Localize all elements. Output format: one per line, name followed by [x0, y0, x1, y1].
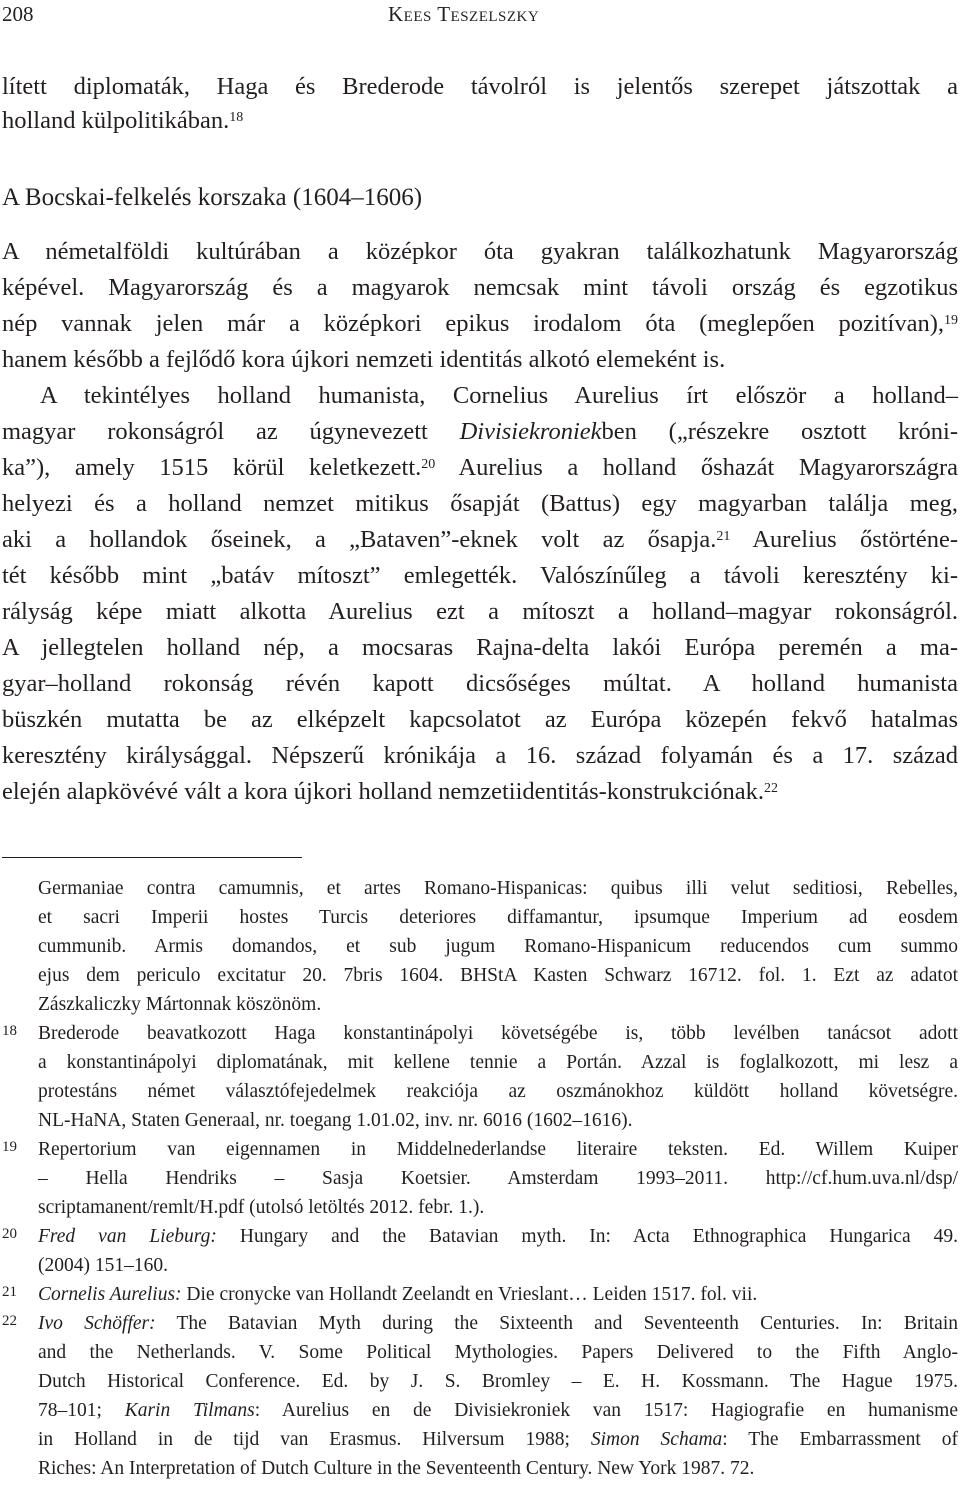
body-line: elején alapkövévé vált a kora újkori holland nemzetiidentitás-konstrukciónak.$^{22}$: [2, 778, 778, 805]
footnote-line: and the Netherlands. V. Some Political Mythologies. Papers Delivered to the Fifth Anglo-: [38, 1342, 958, 1363]
footnote-ref: 18: [229, 110, 244, 125]
body-line: A németalföldi kultúrában a középkor óta gyakran találkozhatunk Magyarország: [2, 238, 958, 265]
body-line: büszkén mutatta be az elképzelt kapcsolatot az Európa közepén fekvő hatalmas: [2, 706, 958, 733]
body-line: keresztény királysággal. Népszerű krónikája a 16. század folyamán és a 17. század: [2, 742, 958, 769]
footnote-line: Brederode beavatkozott Haga konstantinápolyi követségébe is, több levélben tanácsot adott: [38, 1023, 958, 1044]
footnote-line: – Hella Hendriks – Sasja Koetsier. Amsterdam 1993–2011. http://cf.hum.uva.nl/dsp/: [38, 1168, 958, 1189]
footnote-line: Fred van Lieburg: Hungary and the Batavian myth. In: Acta Ethnographica Hungarica 49.: [38, 1226, 958, 1247]
footnote-line: Zászkaliczky Mártonnak köszönöm.: [38, 994, 322, 1015]
section-heading: A Bocskai-felkelés korszaka (1604–1606): [2, 184, 423, 211]
footnote-line: (2004) 151–160.: [38, 1255, 168, 1276]
footnote-line: Ivo Schöffer: The Batavian Myth during the Sixteenth and Seventeenth Centuries. In: Britain: [38, 1313, 958, 1334]
body-line: aki a hollandok őseinek, a „Bataven”-eknek volt az ősapja.$^{21}$ Aurelius őstörténe-: [2, 526, 958, 553]
body-line: nép vannak jelen már a középkori epikus irodalom óta (meglepően pozitívan),$^{19}$: [2, 310, 958, 337]
footnote-line: 78–101; Karin Tilmans: Aurelius en de Divisiekroniek van 1517: Hagiografie en humanisme: [38, 1400, 959, 1421]
footnote-line: protestáns német választófejedelmek reakciója az oszmánokhoz küldött holland követségre.: [38, 1081, 958, 1102]
footnote-number: 22: [2, 1313, 17, 1329]
footnote-line: a konstantinápolyi diplomatának, mit kellene tennie a Portán. Azzal is foglalkozott, mi lesz a: [38, 1052, 958, 1073]
footnote-line: Dutch Historical Conference. Ed. by J. S. Bromley – E. H. Kossmann. The Hague 1975.: [38, 1371, 958, 1392]
body-line: rályság képe miatt alkotta Aurelius ezt a mítoszt a holland–magyar rokonságról.: [2, 598, 958, 625]
body-line: helyezi és a holland nemzet mitikus ősapját (Battus) egy magyarban találja meg,: [2, 490, 958, 517]
footnote-line: in Holland in de tijd van Erasmus. Hilversum 1988; Simon Schama: The Embarrassment of: [38, 1429, 958, 1450]
footnote-line: ejus dem periculo excitatur 20. 7bris 1604. BHStA Kasten Schwarz 16712. fol. 1. Ezt az adatot: [38, 965, 958, 986]
footnote-number: 19: [2, 1139, 17, 1155]
footnote-line: cummunib. Armis domandos, et sub jugum Romano-Hispanicum reducendos cum summo: [38, 936, 958, 957]
body-line: hanem később a fejlődő kora újkori nemzeti identitás alkotó elemeként is.: [2, 346, 726, 373]
footnote-separator: [2, 857, 302, 858]
page-header: [0, 0, 960, 34]
footnote-line: et sacri Imperii hostes Turcis deteriores diffamantur, ipsumque Imperium ad eosdem: [38, 907, 958, 928]
body-line: A jellegtelen holland nép, a mocsaras Rajna-delta lakói Európa peremén a ma-: [2, 634, 958, 661]
running-head: Kees Teszelszky: [388, 2, 540, 26]
body-line: lített diplomaták, Haga és Brederode távolról is jelentős szerepet játszottak a: [2, 73, 958, 100]
body-line: tét később mint „batáv mítoszt” emlegették. Valószínűleg a távoli keresztény ki-: [2, 562, 958, 589]
footnote-ref: 21: [716, 529, 731, 544]
body-line: képével. Magyarország és a magyarok nemcsak mint távoli ország és egzotikus: [2, 274, 958, 301]
footnote-number: 20: [2, 1226, 17, 1242]
footnote-line: NL-HaNA, Staten Generaal, nr. toegang 1.01.02, inv. nr. 6016 (1602–1616).: [38, 1110, 633, 1131]
footnote-ref: 20: [421, 457, 436, 472]
footnote-line: Germaniae contra camumnis, et artes Romano-Hispanicas: quibus illi velut seditiosi, Rebelles,: [38, 878, 958, 899]
footnote-number: 18: [2, 1023, 17, 1039]
footnote-line: Riches: An Interpretation of Dutch Culture in the Seventeenth Century. New York 1987. 72.: [38, 1458, 755, 1479]
footnote-line: Repertorium van eigennamen in Middelnederlandse literaire teksten. Ed. Willem Kuiper: [38, 1139, 958, 1160]
body-line: ka”), amely 1515 körül keletkezett.$^{20}$ Aurelius a holland őshazát Magyarországra: [2, 454, 958, 481]
footnote-ref: 22: [763, 781, 778, 796]
footnote-ref: 19: [944, 313, 958, 328]
footnote-line: scriptamanent/remlt/H.pdf (utolsó letöltés 2012. febr. 1.).: [38, 1197, 485, 1218]
footnote-line: Cornelis Aurelius: Die cronycke van Hollandt Zeelandt en Vrieslant… Leiden 1517. fol. vii.: [38, 1284, 758, 1305]
body-line: magyar rokonságról az úgynevezett Divisiekroniekben („részekre osztott króni-: [2, 418, 958, 445]
body-line: A tekintélyes holland humanista, Cornelius Aurelius írt először a holland–: [40, 382, 958, 409]
footnote-number: 21: [2, 1284, 17, 1300]
body-line: holland külpolitikában.$^{18}$: [2, 107, 244, 134]
body-line: gyar–holland rokonság révén kapott dicsőséges múltat. A holland humanista: [2, 670, 958, 697]
page-number: 208: [2, 2, 34, 26]
